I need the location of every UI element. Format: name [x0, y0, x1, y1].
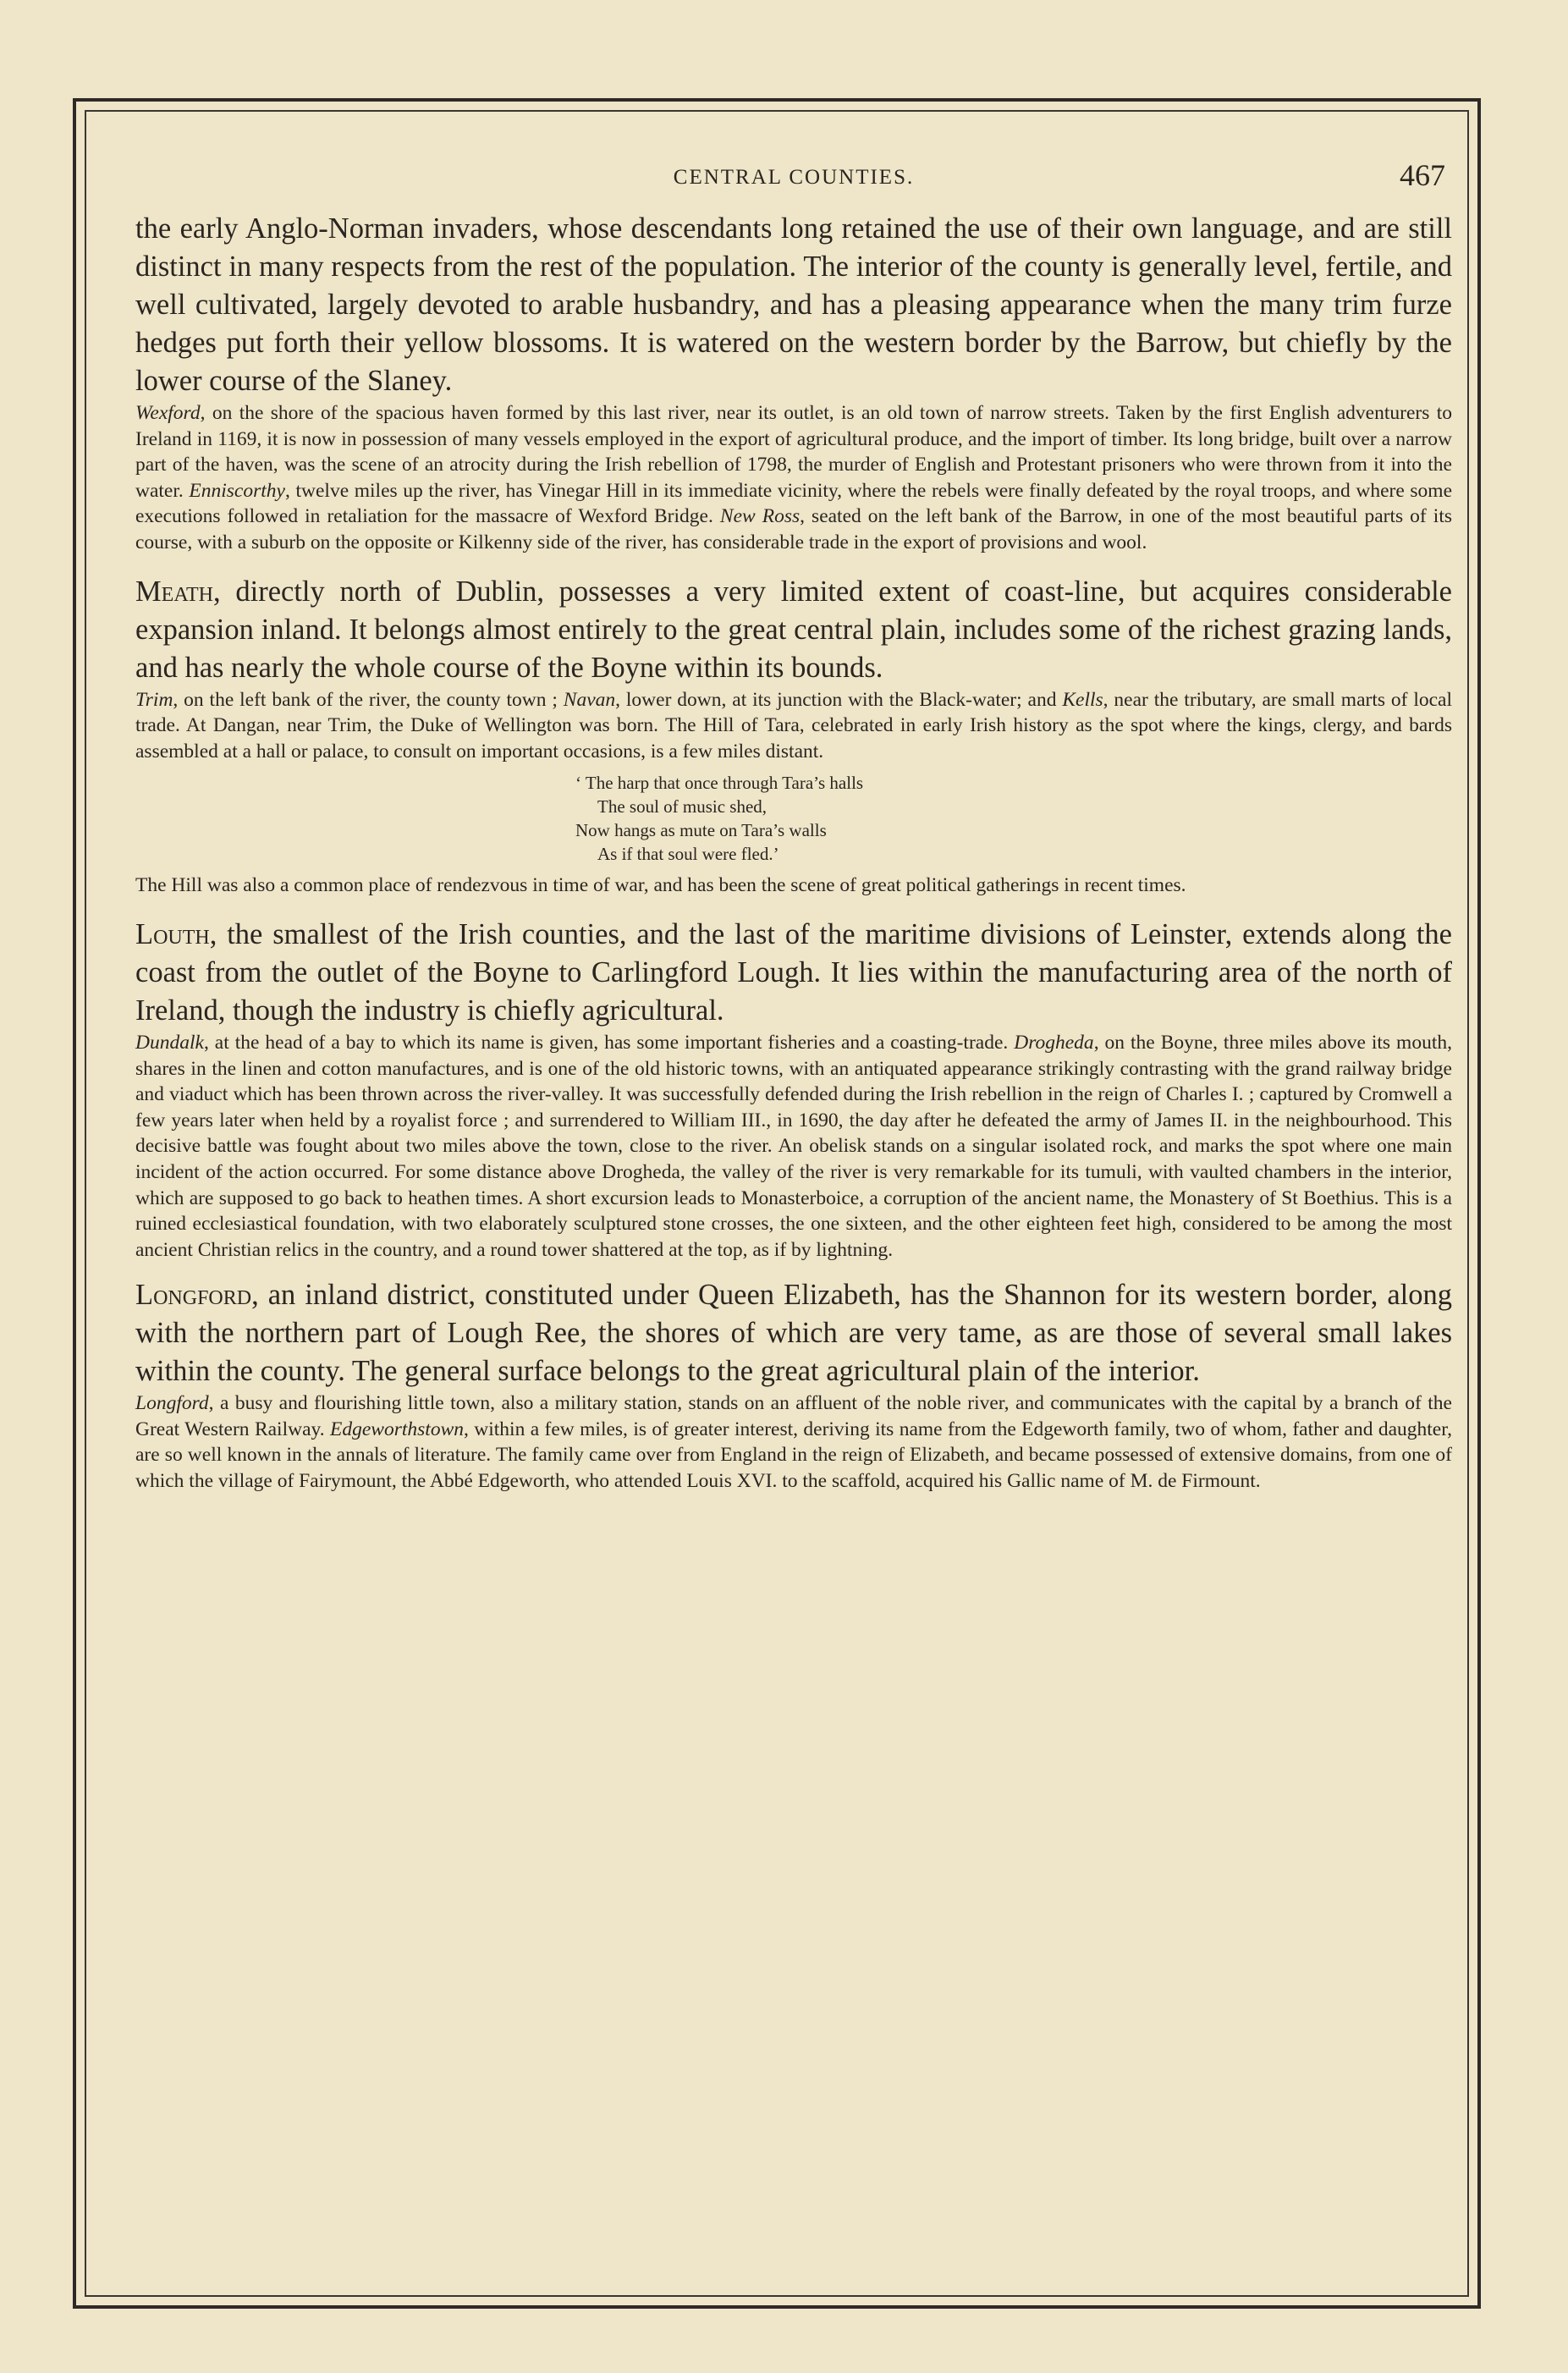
louth-towns-paragraph: [135, 1030, 1452, 1263]
county-name: Longford: [135, 1279, 252, 1312]
meath-paragraph: [135, 573, 1452, 687]
town-description: , twelve miles up the river, has Vinegar Hill in its immediate vicinity, where the rebels were finally defeated by the royal troops, and where some executions followed in retaliation for the massacre of Wexford Bridge.: [135, 479, 1453, 528]
page-number: 467: [1400, 158, 1445, 192]
town-description: , seated on the left bank of the Barrow, in one of the most beautiful parts of its course, with a suburb on the opposite or Kilkenny side of the river, has considerable trade in the export of provisions and wool.: [135, 505, 1452, 553]
county-description: , the smallest of the Irish counties, and the last of the maritime divisions of Leinster, extends along the coast from the outlet of the Boyne to Carlingford Lough. It lies within the manufacturing area of the north of Ireland, though the industry is chiefly agricultural.: [135, 917, 1452, 1027]
town-name: Wexford: [135, 402, 201, 424]
town-name: Navan: [563, 688, 616, 711]
town-description: , within a few miles, is of greater interest, deriving its name from the Edgeworth family, two of whom, father and daughter, are so well known in the annals of literature. The family came over from England in the reign of Elizabeth, and became possessed of extensive domains, from one of which the village of Fairymount, the Abbé Edgeworth, who attended Louis XVI. to the scaffold, acquired his Gallic name of M. de Firmount.: [135, 1418, 1452, 1493]
town-description: , lower down, at its junction with the Black-water; and: [615, 688, 1063, 711]
page-content: [135, 157, 1452, 1495]
louth-paragraph: [135, 916, 1452, 1030]
town-name: Dundalk: [135, 1031, 204, 1054]
longford-towns-paragraph: [135, 1390, 1452, 1494]
town-name: Edgeworthstown: [330, 1418, 464, 1440]
running-title: CENTRAL COUNTIES.: [673, 166, 915, 189]
county-name: Meath: [135, 575, 214, 608]
poem-line: ‘ The harp that once through Tara’s halls: [575, 773, 864, 794]
poem-line: The soul of music shed,: [597, 796, 767, 818]
wexford-towns-paragraph: [135, 400, 1452, 556]
town-description: , near the tributary, are small marts of local trade. At Dangan, near Trim, the Duke of Wellington was born. The Hill of Tara, celebrated in early Irish history as the spot where the kings, clergy, and bards assembled at a hall or palace, to consult on important occasions, is a few miles distant.: [135, 688, 1453, 763]
county-description: , directly north of Dublin, possesses a very limited extent of coast-line, but acquires considerable expansion inland. It belongs almost entirely to the great central plain, includes some of the richest grazing lands, and has nearly the whole course of the Boyne within its bounds.: [135, 575, 1452, 684]
county-name: Louth: [135, 917, 210, 950]
town-name: Longford: [135, 1392, 209, 1415]
poem-quotation: [575, 771, 1452, 866]
town-name: New Ross: [719, 505, 801, 528]
poem-line: Now hangs as mute on Tara’s walls: [575, 820, 827, 841]
town-name: Enniscorthy: [189, 479, 285, 502]
town-name: Kells: [1062, 688, 1103, 711]
town-description: , on the Boyne, three miles above its mouth, shares in the linen and cotton manufactures, and is one of the old historic towns, with an antiquated appearance strikingly contrasting with the grand railway bridge and viaduct which has been thrown across the river-valley. It was successfully defended during the Irish rebellion in the reign of Charles I. ; captured by Cromwell a few years later when held by a royalist force ; and surrendered to William III., in 1690, the day after he defeated the army of James II. in the neighbourhood. This decisive battle was fought about two miles above the town, close to the river. An obelisk stands on a singular isolated rock, and marks the spot where one main incident of the action occurred. For some distance above Drogheda, the valley of the river is very remarkable for its tumuli, with vaulted chambers in the interior, which are supposed to go back to heathen times. A short excursion leads to Monasterboice, a corruption of the ancient name, the Monastery of St Boethius. This is a ruined ecclesiastical foundation, with two elaborately sculptured stone crosses, the one sixteen, and the other eighteen feet high, considered to be among the most ancient Christian relics in the country, and a round tower shattered at the top, as if by lightning.: [135, 1031, 1452, 1261]
town-name: Drogheda: [1014, 1031, 1094, 1054]
county-description: , an inland district, constituted under Queen Elizabeth, has the Shannon for its western border, along with the northern part of Lough Ree, the shores of which are very tame, as are those of several small lakes within the county. The general surface belongs to the great agricultural plain of the interior.: [135, 1279, 1452, 1388]
longford-paragraph: [135, 1276, 1452, 1390]
town-description: , a busy and flourishing little town, also a military station, stands on an affluent of the noble river, and communicates with the capital by a branch of the Great Western Railway.: [135, 1392, 1452, 1440]
town-description: , on the shore of the spacious haven formed by this last river, near its outlet, is an old town of narrow streets. Taken by the first English adventurers to Ireland in 1169, it is now in possession of many vessels employed in the export of agricultural produce, and the import of timber. Its long bridge, built over a narrow part of the haven, was the scene of an atrocity during the Irish rebellion of 1798, the murder of English and Protestant prisoners who were thrown from it into the water.: [135, 402, 1452, 502]
tara-note-paragraph: The Hill was also a common place of rendezvous in time of war, and has been the scene of great political gatherings in recent times.: [135, 874, 1186, 897]
poem-line: As if that soul were fled.’: [597, 844, 779, 865]
town-description: , on the left bank of the river, the county town ;: [173, 688, 564, 711]
town-description: , at the head of a bay to which its name is given, has some important fisheries and a coasting-trade.: [203, 1031, 1015, 1054]
wexford-county-paragraph: the early Anglo-Norman invaders, whose descendants long retained the use of their own language, and are still distinct in many respects from the rest of the population. The interior of the county is generally level, fertile, and well cultivated, largely devoted to arable husbandry, and has a pleasing appearance when the many trim furze hedges put forth their yellow blossoms. It is watered on the western border by the Barrow, but chiefly by the lower course of the Slaney.: [135, 212, 1452, 397]
page-header: [135, 157, 1452, 210]
meath-towns-paragraph: [135, 687, 1452, 765]
town-name: Trim: [135, 688, 173, 711]
